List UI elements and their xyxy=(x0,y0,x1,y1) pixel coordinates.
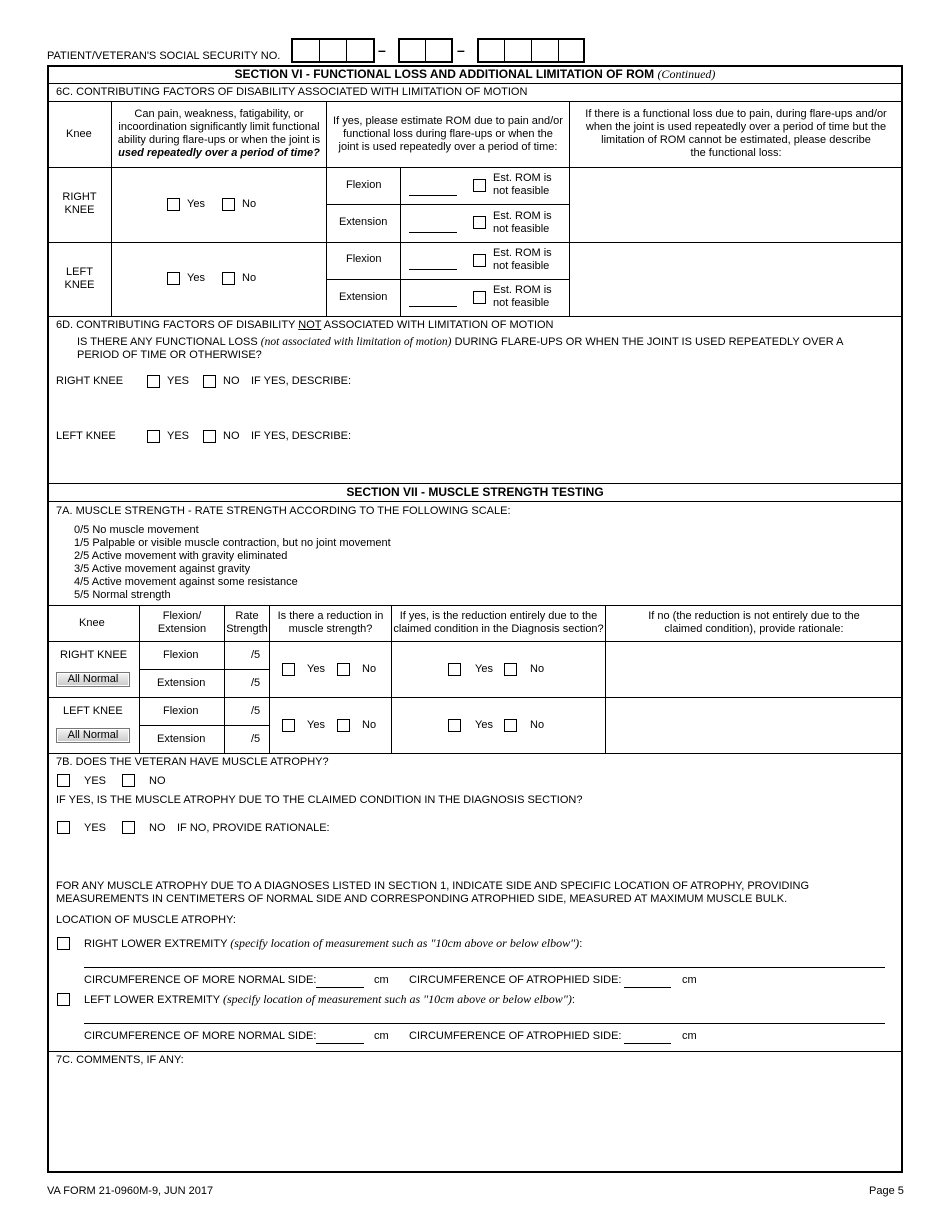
extension-label: Extension xyxy=(157,733,206,745)
row-right-knee: RIGHT KNEE xyxy=(62,191,97,216)
question-7a: 7A. MUSCLE STRENGTH - RATE STRENGTH ACCORDING TO THE FOLLOWING SCALE: xyxy=(56,505,511,517)
left-knee-6d-no-checkbox[interactable] xyxy=(203,430,216,443)
flexion-label: Flexion xyxy=(163,705,199,717)
circumference-atrophied-label: CIRCUMFERENCE OF ATROPHIED SIDE: xyxy=(409,974,622,986)
no-label: No xyxy=(242,272,257,284)
right-flexion-rating-field[interactable]: /5 xyxy=(251,649,261,661)
cm-unit: cm xyxy=(682,1030,697,1042)
yes-label: YES xyxy=(167,375,190,387)
no-label: NO xyxy=(223,375,240,387)
section-6-title: SECTION VI - FUNCTIONAL LOSS AND ADDITIONAL LIMITATION OF ROM (Continued) xyxy=(234,67,716,81)
no-label: No xyxy=(362,663,377,675)
left-flexion-estimate-field[interactable] xyxy=(409,269,457,270)
yes-label: Yes xyxy=(475,663,493,675)
right-knee-pain-yes-checkbox[interactable] xyxy=(167,198,180,211)
col-entirely-due: If yes, is the reduction entirely due to the claimed condition in the Diagnosis section? xyxy=(393,610,604,635)
right-reduction-yes-checkbox[interactable] xyxy=(282,663,295,676)
circumference-normal-label: CIRCUMFERENCE OF MORE NORMAL SIDE: xyxy=(84,974,317,986)
left-knee-6d-yes-checkbox[interactable] xyxy=(147,430,160,443)
no-label: No xyxy=(530,719,545,731)
right-knee-label: RIGHT KNEE xyxy=(60,649,128,661)
col-rationale: If no (the reduction is not entirely due to the claimed condition), provide rationale: xyxy=(648,610,860,635)
est-rom-label: Est. ROM is not feasible xyxy=(493,172,552,197)
col-pain-question: Can pain, weakness, fatigability, or incoordination significantly limit functional ability during flare-ups or when the joint is used repeatedly over a period of time? xyxy=(117,108,321,159)
left-extension-estimate-field[interactable] xyxy=(409,306,457,307)
extension-label: Extension xyxy=(339,216,388,228)
right-knee-label: RIGHT KNEE xyxy=(56,375,124,387)
flexion-label: Flexion xyxy=(346,253,382,265)
right-entirely-no-checkbox[interactable] xyxy=(504,663,517,676)
right-lower-extremity-label: RIGHT LOWER EXTREMITY (specify location of measurement such as "10cm above or below elbow"): xyxy=(84,936,583,950)
left-atrophied-circumference-field[interactable] xyxy=(624,1043,671,1044)
left-reduction-yes-checkbox[interactable] xyxy=(282,719,295,732)
yes-label: Yes xyxy=(307,663,325,675)
yes-label: YES xyxy=(84,775,107,787)
left-lower-extremity-label: LEFT LOWER EXTREMITY (specify location of measurement such as "10cm above or below elbow"): xyxy=(84,992,575,1006)
comments-field[interactable] xyxy=(56,1070,896,1166)
if-no-rationale-label: IF NO, PROVIDE RATIONALE: xyxy=(177,822,330,834)
row-left-knee: LEFT KNEE xyxy=(64,266,95,291)
left-extension-rating-field[interactable]: /5 xyxy=(251,733,261,745)
ssn-field-area[interactable] xyxy=(291,38,375,63)
cm-unit: cm xyxy=(374,974,389,986)
right-knee-all-normal-button[interactable]: All Normal xyxy=(56,672,130,687)
left-knee-pain-yes-checkbox[interactable] xyxy=(167,272,180,285)
right-extension-estimate-field[interactable] xyxy=(409,232,457,233)
no-label: NO xyxy=(149,775,166,787)
ssn-dash: – xyxy=(378,42,386,58)
ssn-label: PATIENT/VETERAN'S SOCIAL SECURITY NO. xyxy=(47,50,281,62)
question-7b-due: IF YES, IS THE MUSCLE ATROPHY DUE TO THE CLAIMED CONDITION IN THE DIAGNOSIS SECTION? xyxy=(56,794,583,806)
col-describe-loss: If there is a functional loss due to pain, during flare-ups and/or when the joint is used repeatedly over a period of time but the limitation of ROM cannot be estimated, please describe the functional loss: xyxy=(585,108,887,159)
left-knee-pain-no-checkbox[interactable] xyxy=(222,272,235,285)
left-flexion-rating-field[interactable]: /5 xyxy=(251,705,261,717)
right-reduction-no-checkbox[interactable] xyxy=(337,663,350,676)
right-flexion-estimate-field[interactable] xyxy=(409,195,457,196)
cm-unit: cm xyxy=(374,1030,389,1042)
if-yes-describe-label: IF YES, DESCRIBE: xyxy=(251,430,352,442)
yes-label: Yes xyxy=(307,719,325,731)
right-knee-pain-no-checkbox[interactable] xyxy=(222,198,235,211)
left-extension-not-feasible-checkbox[interactable] xyxy=(473,291,486,304)
right-knee-6d-yes-checkbox[interactable] xyxy=(147,375,160,388)
ssn-field-group[interactable] xyxy=(398,38,453,63)
est-rom-label: Est. ROM is not feasible xyxy=(493,210,552,235)
left-flexion-not-feasible-checkbox[interactable] xyxy=(473,254,486,267)
no-label: NO xyxy=(223,430,240,442)
yes-label: Yes xyxy=(475,719,493,731)
ssn-dash: – xyxy=(457,42,465,58)
yes-label: YES xyxy=(84,822,107,834)
left-reduction-no-checkbox[interactable] xyxy=(337,719,350,732)
yes-label: Yes xyxy=(187,272,205,284)
section-7-title: SECTION VII - MUSCLE STRENGTH TESTING xyxy=(346,485,604,499)
col-knee: Knee xyxy=(66,128,92,140)
flexion-label: Flexion xyxy=(346,179,382,191)
col-knee: Knee xyxy=(79,617,105,629)
right-atrophied-circumference-field[interactable] xyxy=(624,987,671,988)
col-estimate-rom: If yes, please estimate ROM due to pain and/or functional loss during flare-ups or when the joint is used repeatedly over a period of time: xyxy=(333,115,563,153)
right-extension-not-feasible-checkbox[interactable] xyxy=(473,216,486,229)
left-entirely-no-checkbox[interactable] xyxy=(504,719,517,732)
left-knee-all-normal-button[interactable]: All Normal xyxy=(56,728,130,743)
col-reduction: Is there a reduction in muscle strength? xyxy=(277,610,384,635)
question-6d-text-cont: PERIOD OF TIME OR OTHERWISE? xyxy=(77,349,262,361)
question-7b: 7B. DOES THE VETERAN HAVE MUSCLE ATROPHY? xyxy=(56,756,329,768)
right-lower-extremity-checkbox[interactable] xyxy=(57,937,70,950)
atrophy-no-checkbox[interactable] xyxy=(122,774,135,787)
question-7c: 7C. COMMENTS, IF ANY: xyxy=(56,1054,184,1066)
flexion-label: Flexion xyxy=(163,649,199,661)
if-yes-describe-label: IF YES, DESCRIBE: xyxy=(251,375,352,387)
right-entirely-yes-checkbox[interactable] xyxy=(448,663,461,676)
extension-label: Extension xyxy=(339,291,388,303)
left-knee-label: LEFT KNEE xyxy=(63,705,123,717)
yes-label: YES xyxy=(167,430,190,442)
left-knee-label: LEFT KNEE xyxy=(56,430,116,442)
left-lower-extremity-checkbox[interactable] xyxy=(57,993,70,1006)
right-flexion-not-feasible-checkbox[interactable] xyxy=(473,179,486,192)
circumference-atrophied-label: CIRCUMFERENCE OF ATROPHIED SIDE: xyxy=(409,1030,622,1042)
no-label: NO xyxy=(149,822,166,834)
yes-label: Yes xyxy=(187,198,205,210)
question-6c: 6C. CONTRIBUTING FACTORS OF DISABILITY ASSOCIATED WITH LIMITATION OF MOTION xyxy=(56,86,528,98)
question-6d: 6D. CONTRIBUTING FACTORS OF DISABILITY NOT ASSOCIATED WITH LIMITATION OF MOTION xyxy=(56,319,554,331)
extension-label: Extension xyxy=(157,677,206,689)
left-entirely-yes-checkbox[interactable] xyxy=(448,719,461,732)
no-label: No xyxy=(530,663,545,675)
no-label: No xyxy=(242,198,257,210)
question-6d-text: IS THERE ANY FUNCTIONAL LOSS (not associated with limitation of motion) DURING FLARE-UPS OR WHEN THE JOINT IS USED REPEATEDLY OVER A xyxy=(77,336,844,348)
atrophy-due-no-checkbox[interactable] xyxy=(122,821,135,834)
left-normal-circumference-field[interactable] xyxy=(316,1043,364,1044)
right-extension-rating-field[interactable]: /5 xyxy=(251,677,261,689)
no-label: No xyxy=(362,719,377,731)
right-location-field[interactable] xyxy=(84,967,885,968)
circumference-normal-label: CIRCUMFERENCE OF MORE NORMAL SIDE: xyxy=(84,1030,317,1042)
left-location-field[interactable] xyxy=(84,1023,885,1024)
location-label: LOCATION OF MUSCLE ATROPHY: xyxy=(56,914,236,926)
col-rate-strength: Rate Strength xyxy=(226,610,268,635)
atrophy-due-yes-checkbox[interactable] xyxy=(57,821,70,834)
atrophy-instructions: FOR ANY MUSCLE ATROPHY DUE TO A DIAGNOSES LISTED IN SECTION 1, INDICATE SIDE AND SPECIFIC LOCATION OF ATROPHY, PROVIDING xyxy=(56,880,810,892)
cm-unit: cm xyxy=(682,974,697,986)
atrophy-instructions-cont: MEASUREMENTS IN CENTIMETERS OF NORMAL SIDE AND CORRESPONDING ATROPHIED SIDE, MEASURED AT MAXIMUM MUSCLE BULK. xyxy=(56,893,788,905)
right-normal-circumference-field[interactable] xyxy=(316,987,364,988)
strength-scale: 0/5 No muscle movement 1/5 Palpable or visible muscle contraction, but no joint movement 2/5 Active movement with gravity eliminated 3/5 Active movement against gravity 4/5 Active movement against some resistance 5/5 Normal strength xyxy=(74,524,391,601)
est-rom-label: Est. ROM is not feasible xyxy=(493,247,552,272)
est-rom-label: Est. ROM is not feasible xyxy=(493,284,552,309)
page-number: Page 5 xyxy=(869,1185,904,1197)
ssn-field-serial[interactable] xyxy=(477,38,585,63)
col-flexion-extension: Flexion/ Extension xyxy=(157,610,207,635)
atrophy-yes-checkbox[interactable] xyxy=(57,774,70,787)
form-id: VA FORM 21-0960M-9, JUN 2017 xyxy=(47,1185,214,1197)
right-knee-6d-no-checkbox[interactable] xyxy=(203,375,216,388)
